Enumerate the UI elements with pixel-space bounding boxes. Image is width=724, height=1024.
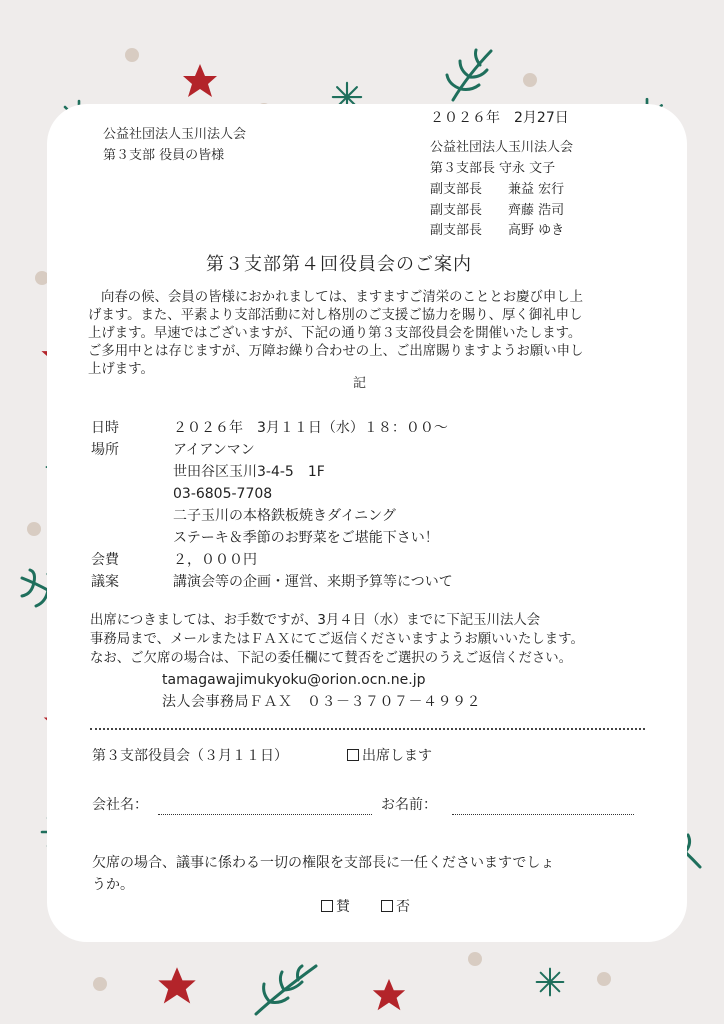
no-label: 否	[396, 899, 410, 915]
sender-role: 副支部長	[430, 182, 483, 197]
leaf-sprig-icon	[443, 45, 499, 105]
sender-person	[430, 159, 555, 178]
place-desc: 二子玉川の本格鉄板焼きダイニング	[173, 508, 396, 524]
sender-role: 副支部長	[430, 223, 483, 238]
sender-person	[430, 221, 564, 240]
intro-line: 上げます。早速ではございますが、下記の通り第３支部役員会を開催いたします。	[88, 326, 582, 341]
intro-line: ご多用中とは存じますが、万障お繰り合わせの上、ご出席賜りますようお願い申し	[88, 344, 584, 359]
fee-label: 会費	[91, 552, 119, 568]
reply-line: 出席につきましては、お手数ですが、3月４日（水）までに下記玉川法人会	[90, 613, 541, 628]
decor-dot	[468, 952, 482, 966]
place-phone: 03-6805-7708	[173, 486, 273, 502]
recipient-group: 第３支部 役員の皆様	[103, 148, 225, 163]
checkbox-icon[interactable]	[321, 900, 333, 912]
name-field[interactable]	[452, 798, 634, 815]
red-star-icon	[180, 62, 220, 102]
leaf-sprig-icon	[250, 958, 320, 1018]
date-value: ２０２６年 3月１１日（水）１８：００～	[173, 420, 448, 436]
yes-checkbox[interactable]	[321, 897, 350, 917]
decor-dot	[125, 48, 139, 62]
checkbox-icon[interactable]	[347, 749, 359, 761]
proxy-question: 欠席の場合、議事に係わる一切の権限を支部長に一任くださいますでしょ	[92, 855, 555, 871]
red-star-icon	[370, 977, 408, 1015]
ki-heading: 記	[353, 376, 367, 391]
sender-role: 副支部長	[430, 203, 483, 218]
fee-value: ２，０００円	[173, 552, 257, 568]
contact-fax: 法人会事務局ＦＡＸ ０３－３７０７－４９９２	[162, 694, 481, 710]
name-label: お名前：	[381, 797, 437, 813]
red-star-icon	[155, 965, 199, 1009]
sender-name: 高野 ゆき	[508, 223, 565, 238]
contact-email[interactable]: tamagawajimukyoku@orion.ocn.ne.jp	[162, 672, 426, 688]
sender-name: 兼益 宏行	[508, 182, 565, 197]
sender-name: 守永 文子	[499, 161, 556, 176]
sender-person	[430, 180, 564, 199]
intro-line: げます。また、平素より支部活動に対し格別のご支援ご協力を賜り、厚く御礼申し	[88, 308, 583, 323]
no-checkbox[interactable]	[381, 897, 410, 917]
proxy-question: うか。	[92, 877, 134, 893]
decor-dot	[597, 972, 611, 986]
green-spark-icon	[534, 966, 566, 998]
page-title: 第３支部第４回役員会のご案内	[206, 254, 472, 275]
place-name: アイアンマン	[173, 442, 255, 458]
place-address: 世田谷区玉川3-4-5 1F	[173, 464, 325, 480]
sender-org: 公益社団法人玉川法人会	[430, 140, 574, 155]
decor-dot	[523, 73, 537, 87]
sender-role: 第３支部長	[430, 161, 496, 176]
recipient-org: 公益社団法人玉川法人会	[103, 127, 247, 142]
place-desc: ステーキ＆季節のお野菜をご堪能下さい！	[173, 530, 439, 546]
reply-line: なお、ご欠席の場合は、下記の委任欄にて賛否をご選択のうえご返信ください。	[90, 651, 573, 666]
company-label: 会社名：	[92, 797, 148, 813]
intro-line: 向春の候、会員の皆様におかれましては、ますますご清栄のこととお慶び申し上	[101, 290, 584, 305]
agenda-label: 議案	[91, 574, 119, 590]
sender-person	[430, 201, 564, 220]
decor-dot	[93, 977, 107, 991]
cut-line-divider	[90, 728, 645, 730]
checkbox-icon[interactable]	[381, 900, 393, 912]
place-label: 場所	[91, 442, 119, 458]
date-label: 日時	[91, 420, 119, 436]
yes-label: 賛	[336, 899, 350, 915]
company-field[interactable]	[158, 798, 372, 815]
reply-line: 事務局まで、メールまたはＦＡＸにてご返信くださいますようお願いいたします。	[90, 632, 584, 647]
intro-line: 上げます。	[88, 362, 154, 377]
attend-label: 出席します	[362, 748, 432, 764]
decor-dot	[27, 522, 41, 536]
issue-date: ２０２６年 2月27日	[430, 110, 569, 126]
sender-name: 齊藤 浩司	[508, 203, 565, 218]
meeting-label: 第３支部役員会（３月１１日）	[92, 748, 288, 764]
attend-checkbox[interactable]	[347, 746, 432, 766]
agenda-value: 講演会等の企画・運営、来期予算等について	[173, 574, 453, 590]
